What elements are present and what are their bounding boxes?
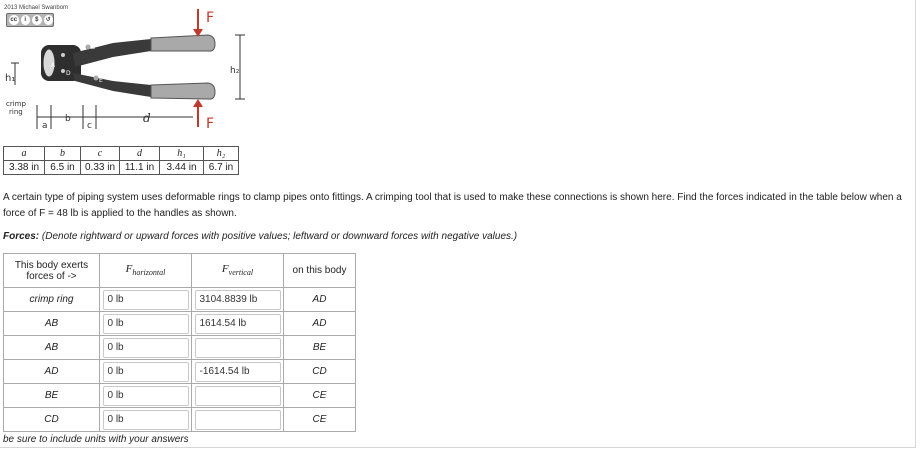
forces-row-5 <box>4 384 356 408</box>
forces-row-6 <box>4 408 356 432</box>
horizontal-cell <box>100 336 192 360</box>
figure-credit: 2013 Michael Swanbom <box>4 5 69 11</box>
pin-label-d: D <box>66 70 71 77</box>
crimp-label-line2: ring <box>9 108 23 116</box>
upper-handle <box>151 35 215 51</box>
dim-header-a: a <box>4 147 45 161</box>
crimp-label-line1: crimp <box>6 100 26 108</box>
horizontal-cell <box>100 312 192 336</box>
sa-icon: ↺ <box>44 15 54 25</box>
lower-link <box>73 73 151 97</box>
dim-value-c: 0.33 in <box>81 161 120 175</box>
forces-header-row <box>4 254 356 288</box>
vertical-force-input[interactable] <box>195 338 281 358</box>
pin-b <box>86 45 91 50</box>
col-header-exerts: This body exerts forces of -> <box>4 254 100 288</box>
receiving-body-cell: CD <box>284 360 356 384</box>
upper-link <box>73 39 151 67</box>
pin-label-b: B <box>91 44 96 51</box>
horizontal-cell <box>100 360 192 384</box>
dim-b-label: b <box>65 114 71 124</box>
vertical-force-input[interactable]: -1614.54 lb <box>195 362 281 382</box>
exerting-body-cell: CD <box>4 408 100 432</box>
col-header-horizontal-main: F <box>125 263 133 276</box>
exerting-body-cell: AB <box>4 312 100 336</box>
horizontal-cell <box>100 408 192 432</box>
by-icon: i <box>21 15 31 25</box>
force-arrowhead-bottom <box>193 99 203 107</box>
horizontal-force-input[interactable]: 0 lb <box>103 290 189 310</box>
dim-value-h2: 6.7 in <box>204 161 239 175</box>
dim-header-h2: h₂ <box>204 147 239 161</box>
dim-value-d: 11.1 in <box>120 161 160 175</box>
h2-label: h₂ <box>230 66 240 76</box>
dim-value-a: 3.38 in <box>4 161 45 175</box>
pin-a <box>61 53 65 57</box>
vertical-force-input[interactable] <box>195 386 281 406</box>
pin-label-c: C <box>98 60 103 67</box>
pin-label-a: A <box>51 62 56 69</box>
horizontal-force-input[interactable]: 0 lb <box>103 386 189 406</box>
dim-value-h1: 3.44 in <box>160 161 204 175</box>
dim-header-d: d <box>120 147 160 161</box>
horizontal-force-input[interactable]: 0 lb <box>103 410 189 430</box>
dim-value-b: 6.5 in <box>45 161 81 175</box>
forces-label: Forces: <box>3 231 40 242</box>
nc-icon: $ <box>32 15 42 25</box>
vertical-cell <box>192 312 284 336</box>
forces-sign-convention: (Denote rightward or upward forces with positive values; leftward or downward forces with negative values.) <box>41 231 518 242</box>
dim-header-c: c <box>81 147 120 161</box>
dimensions-value-row <box>4 161 239 175</box>
exerting-body-cell: BE <box>4 384 100 408</box>
forces-row-3 <box>4 336 356 360</box>
lower-handle <box>151 83 215 99</box>
horizontal-cell <box>100 384 192 408</box>
crimping-tool-figure <box>3 5 248 129</box>
cc-icon: cc <box>10 17 18 23</box>
exerting-body-cell: crimp ring <box>4 288 100 312</box>
col-header-horizontal-sub: horizontal <box>132 268 166 278</box>
horizontal-force-input[interactable]: 0 lb <box>103 338 189 358</box>
receiving-body-cell: CE <box>284 408 356 432</box>
receiving-body-cell: AD <box>284 312 356 336</box>
horizontal-cell <box>100 288 192 312</box>
dim-c-label: c <box>87 121 92 129</box>
col-header-vertical-sub: vertical <box>228 268 254 278</box>
horizontal-force-input[interactable]: 0 lb <box>103 314 189 334</box>
dimensions-header-row <box>4 147 239 161</box>
vertical-force-input[interactable]: 1614.54 lb <box>195 314 281 334</box>
vertical-force-input[interactable] <box>195 410 281 430</box>
forces-instruction <box>3 231 915 242</box>
vertical-cell <box>192 336 284 360</box>
forces-row-2 <box>4 312 356 336</box>
h1-label: h₁ <box>5 73 16 84</box>
vertical-cell <box>192 408 284 432</box>
pin-label-e: E <box>99 77 103 84</box>
col-header-horizontal <box>100 254 192 288</box>
forces-row-1 <box>4 288 356 312</box>
vertical-cell <box>192 360 284 384</box>
dim-a-label: a <box>42 121 48 129</box>
receiving-body-cell: CE <box>284 384 356 408</box>
horizontal-force-input[interactable]: 0 lb <box>103 362 189 382</box>
receiving-body-cell: BE <box>284 336 356 360</box>
vertical-force-input[interactable]: 3104.8839 lb <box>195 290 281 310</box>
col-header-on-body: on this body <box>284 254 356 288</box>
dim-header-h1: h₁ <box>160 147 204 161</box>
units-reminder: be sure to include units with your answers <box>3 434 189 445</box>
cc-license-badge[interactable] <box>6 13 54 27</box>
vertical-cell <box>192 384 284 408</box>
dim-header-b: b <box>45 147 81 161</box>
col-header-vertical-main: F <box>221 263 229 276</box>
col-header-vertical <box>192 254 284 288</box>
forces-table <box>3 253 356 432</box>
dimensions-table <box>3 146 239 175</box>
receiving-body-cell: AD <box>284 288 356 312</box>
vertical-cell <box>192 288 284 312</box>
forces-row-4 <box>4 360 356 384</box>
exerting-body-cell: AD <box>4 360 100 384</box>
exerting-body-cell: AB <box>4 336 100 360</box>
force-label-bottom: F <box>206 116 215 129</box>
problem-statement: A certain type of piping system uses deformable rings to clamp pipes onto fittings. A crimping tool that is used to make these connections is shown here. Find the forces indicated in the table below when a force of F = 48 lb is applied to the handles as shown. <box>3 192 902 219</box>
dim-d-label: d <box>143 111 151 125</box>
pin-e <box>94 76 99 81</box>
pin-d <box>61 69 65 73</box>
force-label-top: F <box>206 10 215 26</box>
